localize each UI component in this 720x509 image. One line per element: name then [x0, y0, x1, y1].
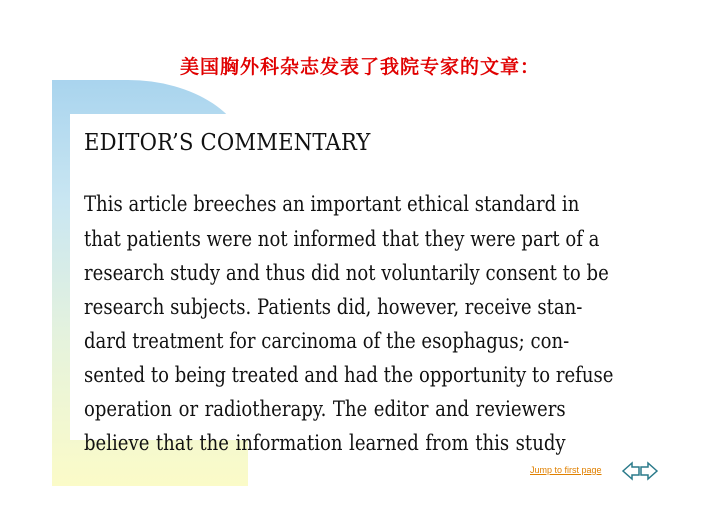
article-line: operation or radiotherapy. The editor and reviewers [84, 397, 566, 421]
article-line: research study and thus did not voluntarily consent to be [84, 261, 609, 285]
arrow-right-icon[interactable] [641, 463, 657, 479]
article-line: dard treatment for carcinoma of the esophagus; con- [84, 329, 570, 353]
article-line: believe that the information learned from this study [84, 431, 566, 455]
article-line: research subjects. Patients did, however, receive stan- [84, 295, 583, 319]
article-line: This article breeches an important ethical standard in [84, 192, 580, 216]
slide-navigation [622, 461, 658, 481]
article-line: sented to being treated and had the opportunity to refuse [84, 363, 614, 387]
article-heading: EDITOR’S COMMENTARY [84, 128, 371, 156]
arrow-left-icon[interactable] [623, 463, 639, 479]
slide-title: 美国胸外科杂志发表了我院专家的文章： [179, 56, 540, 78]
jump-to-first-page-link[interactable]: Jump to first page [530, 465, 602, 475]
article-line: that patients were not informed that they were part of a [84, 227, 600, 251]
article-excerpt-image [70, 114, 652, 455]
